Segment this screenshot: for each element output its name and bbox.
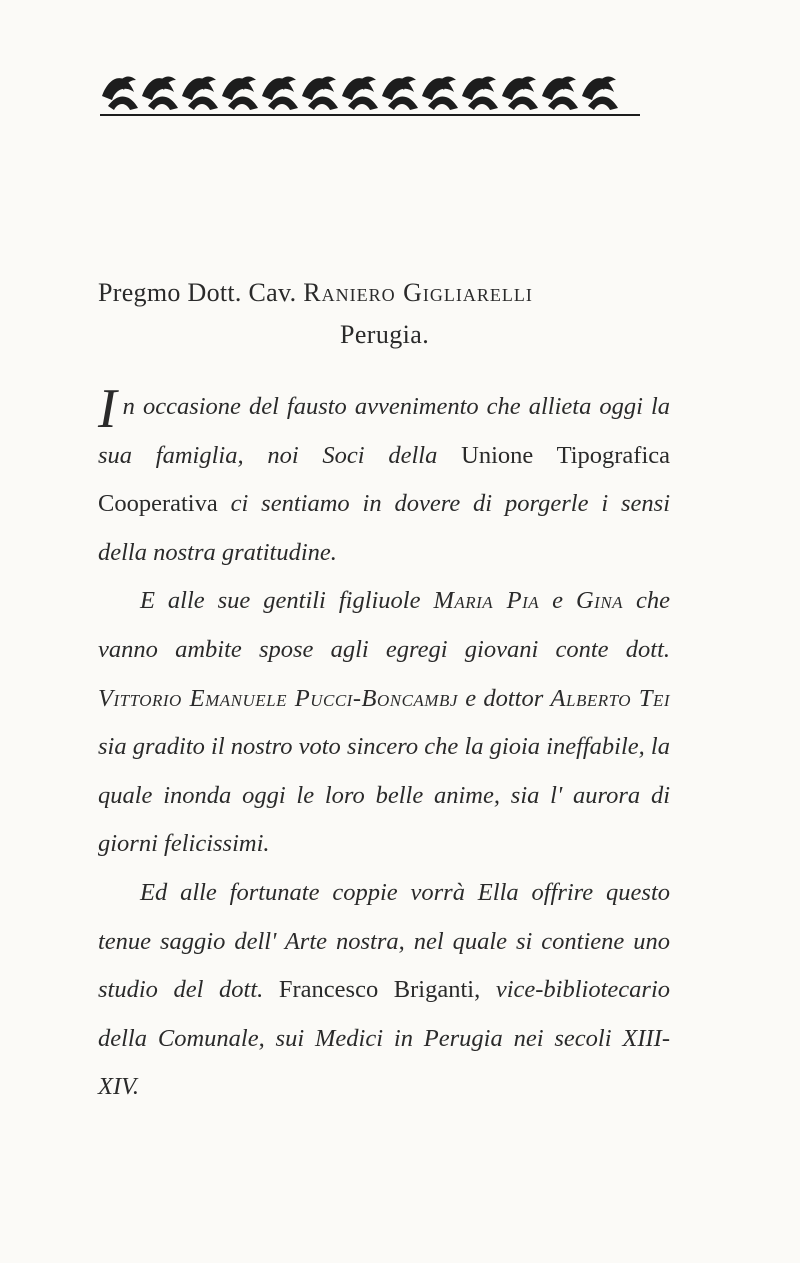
paragraph-3: Ed alle fortunate coppie vorrà Ella offrire questo tenue saggio dell' Arte nostra, nel quale si contiene uno studio del dott. Francesco Briganti, vice-bibliotecario della Comunale, sui Medici in Perugia nei secoli XIII-XIV. — [98, 878, 670, 1101]
letter-body — [98, 378, 671, 1112]
recipient-address — [98, 278, 718, 350]
name-vittorio-emanuele: Vittorio Emanuele Pucci-Boncambj — [98, 684, 458, 712]
decorative-floral-header-border — [100, 66, 640, 120]
recipient-city: Perugia. — [340, 320, 430, 349]
paragraph-2: E alle sue gentili figliuole Maria Pia e Gina che vanno ambite spose agli egregi giovani conte dott. Vittorio Emanuele Pucci-Boncambj e dottor Alberto Tei sia gradito il nostro voto sincero che la gioia ineffabile, la quale inonda oggi le loro belle anime, sia l' aurora di giorni felicissimi. — [98, 587, 671, 858]
recipient-title: Dott. Cav. — [187, 278, 297, 307]
organization-name: Unione Tipografica Cooperativa — [98, 441, 670, 518]
recipient-name: Raniero Gigliarelli — [303, 278, 533, 307]
name-maria-pia: Maria Pia — [433, 587, 540, 615]
name-alberto-tei: Alberto Tei — [550, 684, 671, 712]
drop-cap: I — [98, 378, 117, 440]
recipient-line — [98, 278, 718, 308]
name-gina: Gina — [575, 587, 624, 615]
paragraph-1: In occasione del fausto avvenimento che allieta oggi la sua famiglia, noi Soci della Unione Tipografica Cooperativa ci sentiamo in dovere di porgerle i sensi della nostra gratitudine. — [98, 378, 671, 566]
name-francesco-briganti: Francesco Briganti, — [278, 976, 481, 1004]
honorific: Pregmo — [98, 278, 181, 307]
